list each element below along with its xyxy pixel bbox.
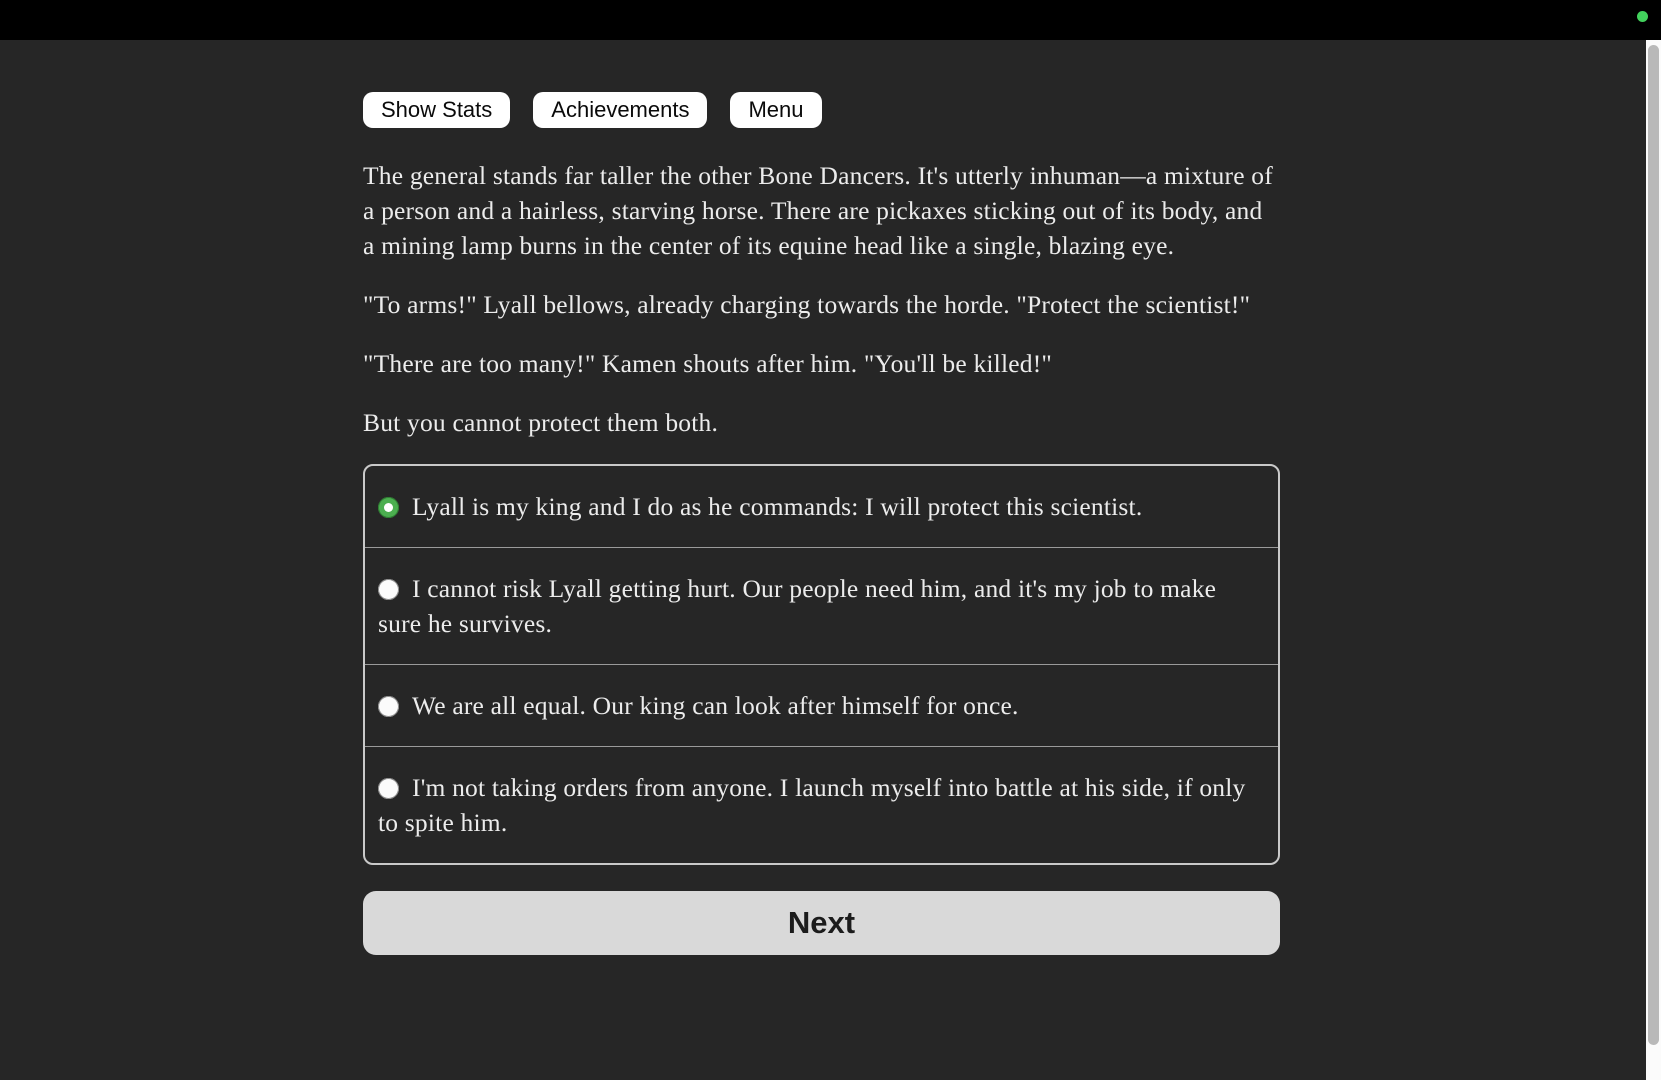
choice-option-2[interactable]: [365, 547, 1278, 664]
scrollbar-track[interactable]: [1646, 40, 1661, 1080]
radio-button[interactable]: [378, 696, 399, 717]
radio-button[interactable]: [378, 579, 399, 600]
next-button[interactable]: Next: [363, 891, 1280, 955]
choice-option-text: We are all equal. Our king can look after himself for once.: [412, 691, 1019, 721]
story-paragraph: The general stands far taller the other Bone Dancers. It's utterly inhuman—a mixture of a person and a hairless, starving horse. There are pickaxes sticking out of its body, and a mining lamp burns in the center of its equine head like a single, blazing eye.: [363, 161, 1273, 261]
radio-button[interactable]: [378, 778, 399, 799]
achievements-button[interactable]: Achievements: [533, 92, 707, 128]
toolbar: [363, 92, 1280, 128]
show-stats-button[interactable]: Show Stats: [363, 92, 510, 128]
choice-list: [363, 464, 1280, 865]
choice-option-1[interactable]: [365, 466, 1278, 547]
story-paragraph: "There are too many!" Kamen shouts after him. "You'll be killed!": [363, 349, 1053, 379]
menu-button[interactable]: Menu: [730, 92, 821, 128]
choice-option-label[interactable]: [378, 773, 1245, 837]
story-paragraph: "To arms!" Lyall bellows, already charging towards the horde. "Protect the scientist!": [363, 290, 1251, 320]
scrollbar-thumb[interactable]: [1648, 45, 1659, 1045]
story-text: [363, 158, 1280, 440]
choice-option-3[interactable]: [365, 664, 1278, 746]
choice-option-label[interactable]: [378, 492, 1142, 521]
choice-option-label[interactable]: [378, 691, 1019, 720]
status-dot-icon: [1637, 11, 1648, 22]
choice-option-label[interactable]: [378, 574, 1216, 638]
choice-option-4[interactable]: [365, 746, 1278, 863]
radio-button[interactable]: [378, 497, 399, 518]
choice-option-text: I cannot risk Lyall getting hurt. Our people need him, and it's my job to make sure he survives.: [378, 574, 1217, 639]
game-content: [363, 40, 1280, 955]
story-paragraph: But you cannot protect them both.: [363, 408, 719, 438]
choice-option-text: I'm not taking orders from anyone. I launch myself into battle at his side, if only to spite him.: [378, 773, 1246, 838]
choice-option-text: Lyall is my king and I do as he commands: I will protect this scientist.: [412, 492, 1143, 522]
top-black-bar: [0, 0, 1661, 40]
